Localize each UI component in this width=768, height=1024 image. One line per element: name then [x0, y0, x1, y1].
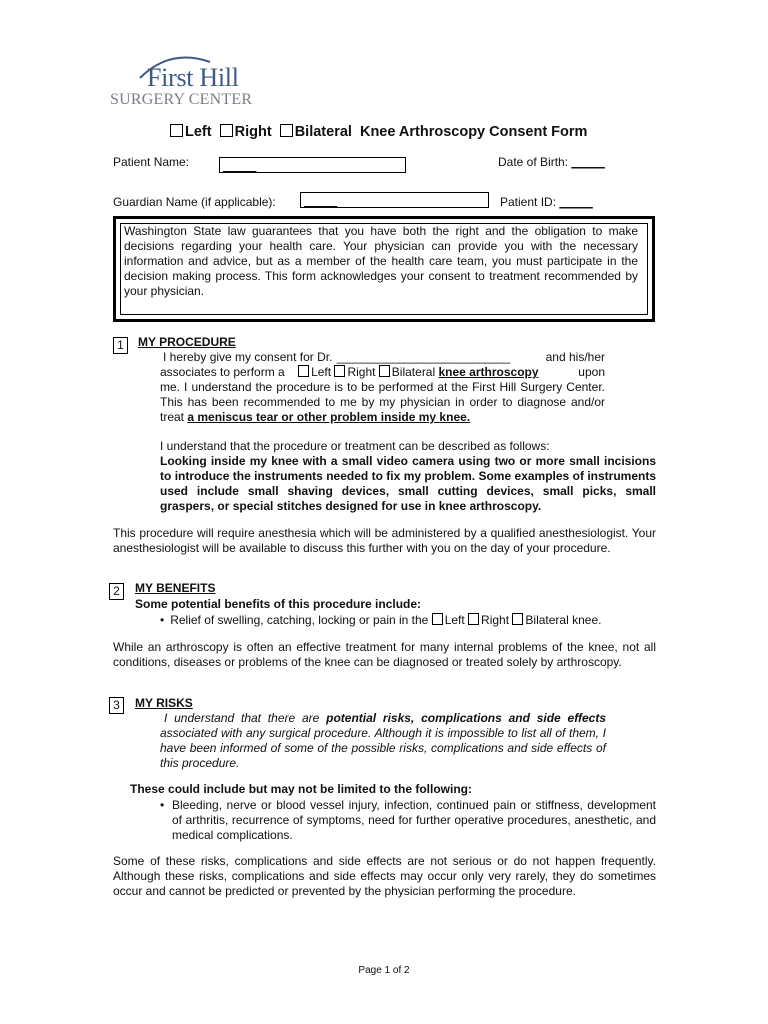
- consent-text-a: I hereby give my consent for Dr.: [163, 350, 333, 364]
- title-left-checkbox[interactable]: [170, 124, 183, 137]
- consent-line-1: [160, 350, 605, 365]
- procedure-bilateral-checkbox[interactable]: [379, 365, 390, 377]
- logo: [110, 52, 295, 114]
- risks-closing: Some of these risks, complications and side effects are not serious or do not happen frequently. Although these risks, complications and side effects may occur only very rarely, they do sometimes occur and cannot be predicted or prevented by the physician performing the procedure.: [113, 854, 656, 898]
- risks-bullet-text: Bleeding, nerve or blood vessel injury, infection, continued pain or stiffness, development of arthritis, recurrence of symptoms, need for further operative procedures, anesthetic, and medical complications.: [172, 798, 656, 842]
- risks-bullet-dot: •: [160, 798, 165, 812]
- notice-box: [113, 216, 655, 322]
- dob-field[interactable]: _____: [571, 155, 605, 169]
- patient-name-field[interactable]: [219, 157, 406, 173]
- procedure-right-label: Right: [347, 365, 376, 379]
- anesthesia-paragraph: This procedure will require anesthesia which will be administered by a qualified anesthesiologist. Your anesthesiologist will be available to discuss this further with you on the day of your procedure.: [113, 526, 656, 555]
- title-bilateral-label: Bilateral: [294, 124, 352, 140]
- risks-list-heading: These could include but may not be limited to the following:: [130, 782, 473, 796]
- benefits-bullet-text: Relief of swelling, catching, locking or pain in the: [170, 613, 429, 627]
- procedure-name: knee arthroscopy: [438, 365, 539, 379]
- patient-id-label: [500, 195, 593, 209]
- procedure-right-checkbox[interactable]: [334, 365, 345, 377]
- logo-line1: First Hill: [147, 63, 239, 92]
- bullet-dot: •: [160, 613, 165, 627]
- procedure-bilateral-label: Bilateral: [391, 365, 436, 379]
- risks-bullet: [160, 798, 656, 843]
- dob-label-text: Date of Birth:: [498, 155, 569, 169]
- benefit-left-checkbox[interactable]: [432, 613, 443, 625]
- consent-upon: upon: [578, 365, 605, 379]
- condition-text: a meniscus tear or other problem inside my knee.: [187, 410, 471, 424]
- consent-text-b: and his/her: [545, 350, 605, 364]
- section-2-heading: MY BENEFITS: [135, 581, 216, 595]
- section-3-heading: MY RISKS: [135, 696, 193, 710]
- title-right-checkbox[interactable]: [220, 124, 233, 137]
- benefits-note: While an arthroscopy is often an effective treatment for many internal problems of the knee, not all conditions, diseases or problems of the knee can be diagnosed or treated solely by arthroscopy.: [113, 640, 656, 669]
- section-1-consent: [160, 350, 605, 425]
- benefit-right-label: Right: [481, 613, 510, 627]
- procedure-left-label: Left: [311, 365, 332, 379]
- patient-name-label: Patient Name:: [113, 155, 190, 169]
- risks-intro-a: I understand that there are: [164, 711, 320, 725]
- consent-line-2: [160, 365, 605, 380]
- title-text: Knee Arthroscopy Consent Form: [359, 124, 588, 140]
- patient-id-label-text: Patient ID:: [500, 195, 557, 209]
- guardian-value: _____: [304, 194, 338, 208]
- consent-rest: [160, 380, 605, 425]
- benefits-intro: Some potential benefits of this procedure include:: [135, 597, 422, 611]
- physician-name-field[interactable]: ____________________________: [336, 350, 510, 364]
- benefit-bilateral-checkbox[interactable]: [512, 613, 523, 625]
- form-title: [170, 124, 587, 140]
- benefit-bilateral-label: Bilateral knee.: [525, 613, 602, 627]
- logo-line2: SURGERY CENTER: [110, 91, 253, 108]
- consent-line2-text: associates to perform a: [160, 365, 285, 379]
- section-1-number: 1: [113, 337, 128, 354]
- benefit-left-label: Left: [444, 613, 465, 627]
- procedure-describe: I understand that the procedure or treatment can be described as follows:: [160, 439, 550, 453]
- risks-intro: [160, 711, 606, 771]
- section-2-number: 2: [109, 583, 124, 600]
- guardian-label: Guardian Name (if applicable):: [113, 195, 276, 209]
- benefit-right-checkbox[interactable]: [468, 613, 479, 625]
- section-1-heading: MY PROCEDURE: [138, 335, 236, 349]
- patient-name-value: _____: [223, 159, 257, 173]
- risks-intro-c: associated with any surgical procedure. Although it is impossible to list all of them, I have been informed of some of the possible risks, complications and side effects of this procedure.: [160, 726, 606, 770]
- consent-rest-text: me. I understand the procedure is to be performed at the First Hill Surgery Center. This has been recommended to me by my physician in order to diagnose and/or treat: [160, 380, 605, 424]
- title-bilateral-checkbox[interactable]: [280, 124, 293, 137]
- procedure-left-checkbox[interactable]: [298, 365, 309, 377]
- procedure-description: Looking inside my knee with a small video camera using two or more small incisions to introduce the instruments needed to fix my problem. Some examples of instruments used include small shaving devices, small cutting devices, small picks, small graspers, or special stitches designed for use in knee arthroscopy.: [160, 454, 656, 513]
- title-left-label: Left: [185, 124, 212, 140]
- notice-text: Washington State law guarantees that you have both the right and the obligation to make decisions regarding your health care. Your physician can provide you with the necessary information and advice, but as a member of the health care team, you must participate in the decision making process. This form acknowledges your consent to treatment recommended by your physician.: [124, 224, 638, 298]
- title-right-label: Right: [234, 124, 272, 140]
- benefits-bullet: [160, 613, 601, 628]
- patient-id-field[interactable]: _____: [559, 195, 593, 209]
- risks-intro-b: potential risks, complications and side effects: [326, 711, 606, 725]
- guardian-field[interactable]: [300, 192, 489, 208]
- section-3-number: 3: [109, 697, 124, 714]
- page-number: Page 1 of 2: [358, 965, 410, 976]
- dob-label: [498, 155, 605, 169]
